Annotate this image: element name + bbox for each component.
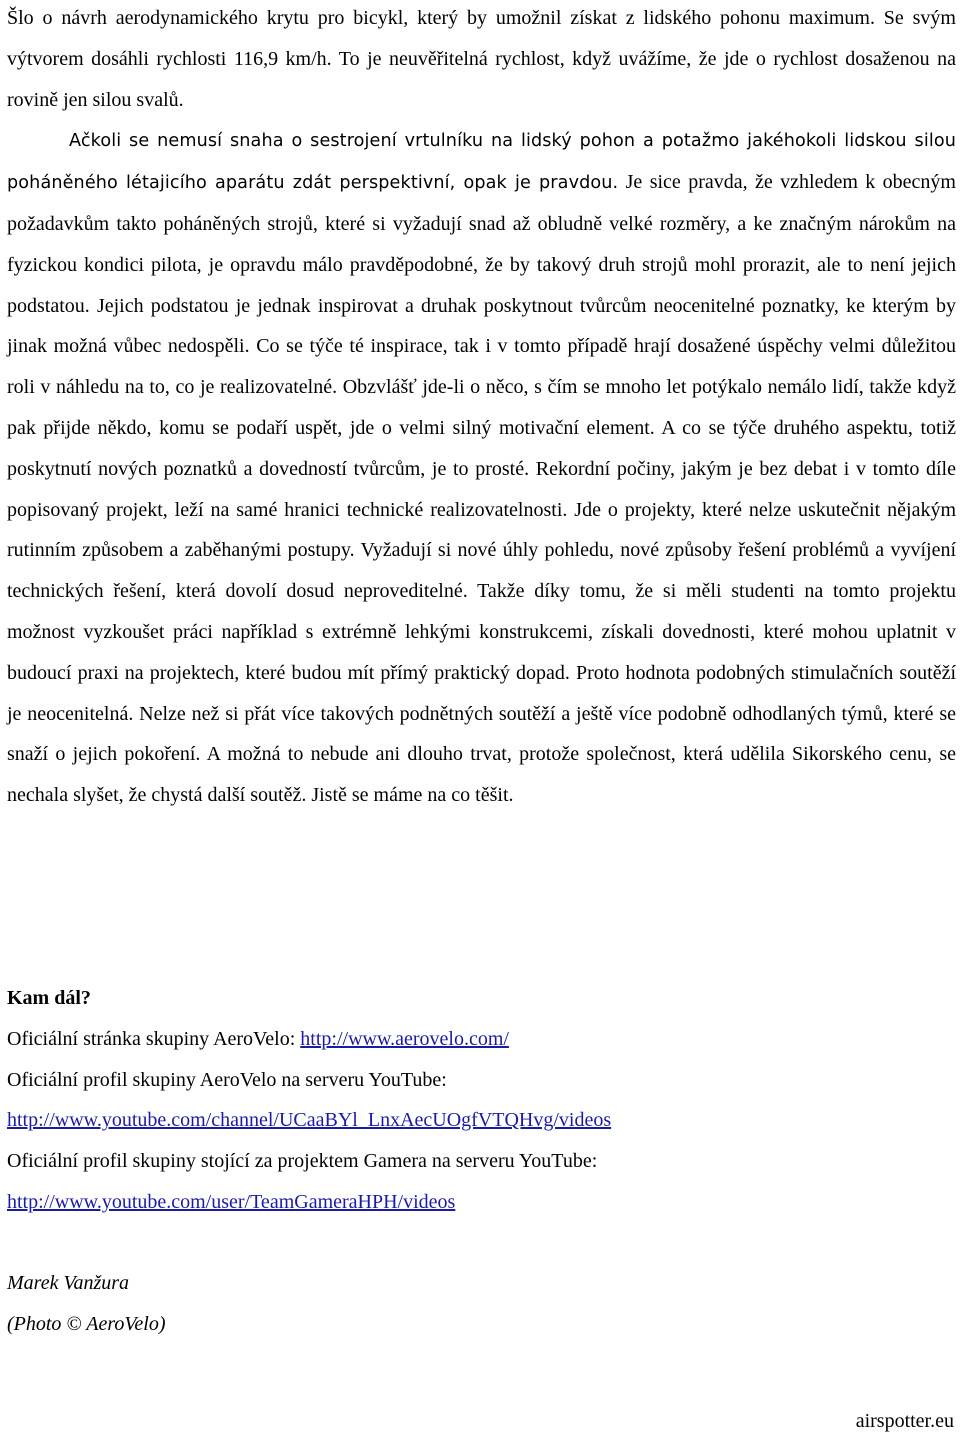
photo-credit: (Photo © AeroVelo) (7, 1312, 166, 1335)
paragraph-body-text: Je sice pravda, že vzhledem k obecným požadavkům takto poháněných strojů, které si vyžadují snad až obludně velké rozměry, a ke značným nárokům na fyzickou kondici pilota, je opravdu málo pravděpodobné, že by takový druh strojů mohl prorazit, ale to není jejich podstatou. Jejich podstatou je jednak inspirovat a druhak poskytnout tvůrcům neocenitelné poznatky, ke kterým by jinak možná vůbec nedospěli. Co se týče té inspirace, tak i v tomto případě hrají dosažené úspěchy velmi důležitou roli v náhledu na to, co je realizovatelné. Obzvlášť jde-li o něco, s čím se mnoho let potýkalo nemálo lidí, takže když pak přijde někdo, komu se podaří uspět, jde o velmi silný motivační element. A co se týče druhého aspektu, totiž poskytnutí nových poznatků a dovedností tvůrcům, je to prosté. Rekordní počiny, jakým je bez debat i v tomto díle popisovaný projekt, leží na samé hranici technické realizovatelnosti. Jde o projekty, které nelze uskutečnit nějakým rutinním způsobem a zaběhanými postupy. Vyžadují si nové úhly pohledu, nové způsoby řešení problémů a vyvíjení technických řešení, která dovolí dosud neproveditelné. Takže díky tomu, že si měli studenti na tomto projektu možnost vyzkoušet práci například s extrémně lehkými konstrukcemi, získali dovednosti, které mohou uplatnit v budoucí praxi na projektech, které budou mít přímý praktický dopad. Proto hodnota podobných stimulačních soutěží je neocenitelná. Nelze než si přát více takových podnětných soutěží a ještě více podobně odhodlaných týmů, které se snaží o jejich pokoření. A možná to nebude ani dlouho trvat, protože společnost, která udělila Sikorského cenu, se nechala slyšet, že chystá další soutěž. Jistě se máme na co těšit. (7, 171, 956, 807)
gamera-youtube-link[interactable]: http://www.youtube.com/user/TeamGameraHPH/videos (7, 1190, 456, 1213)
footer-site-name: airspotter.eu (855, 1410, 954, 1432)
gamera-youtube-label: Oficiální profil skupiny stojící za projektem Gamera na serveru YouTube: (7, 1150, 598, 1173)
aerovelo-youtube-label: Oficiální profil skupiny AeroVelo na serveru YouTube: (7, 1068, 447, 1091)
paragraph-human-powered-flight (7, 120, 956, 816)
paragraph-lead-sentence: Ačkoli se nemusí snaha o sestrojení vrtulníku na lidský pohon a potažmo jakéhokoli lidskou silou poháněného létajicího aparátu zdát perspektivní, opak je pravdou. (7, 131, 956, 194)
aerovelo-site-line (7, 1019, 956, 1060)
author-name: Marek Vanžura (7, 1272, 130, 1294)
article-page (7, 0, 956, 1335)
links-heading: Kam dál? (7, 987, 91, 1009)
aerovelo-youtube-link[interactable]: http://www.youtube.com/channel/UCaaBYl_LnxAecUOgfVTQHvg/videos (7, 1109, 612, 1132)
paragraph-bicycle-record: Šlo o návrh aerodynamického krytu pro bicykl, který by umožnil získat z lidského pohonu maximum. Se svým výtvorem dosáhli rychlosti 116,9 km/h. To je neuvěřitelná rychlost, když uvážíme, že jde o rychlost dosaženou na rovině jen silou svalů. (7, 7, 956, 111)
links-section (7, 978, 956, 1223)
aerovelo-site-label: Oficiální stránka skupiny AeroVelo: (7, 1027, 301, 1050)
aerovelo-site-link[interactable]: http://www.aerovelo.com/ (300, 1027, 509, 1050)
credits-section (7, 1263, 956, 1345)
